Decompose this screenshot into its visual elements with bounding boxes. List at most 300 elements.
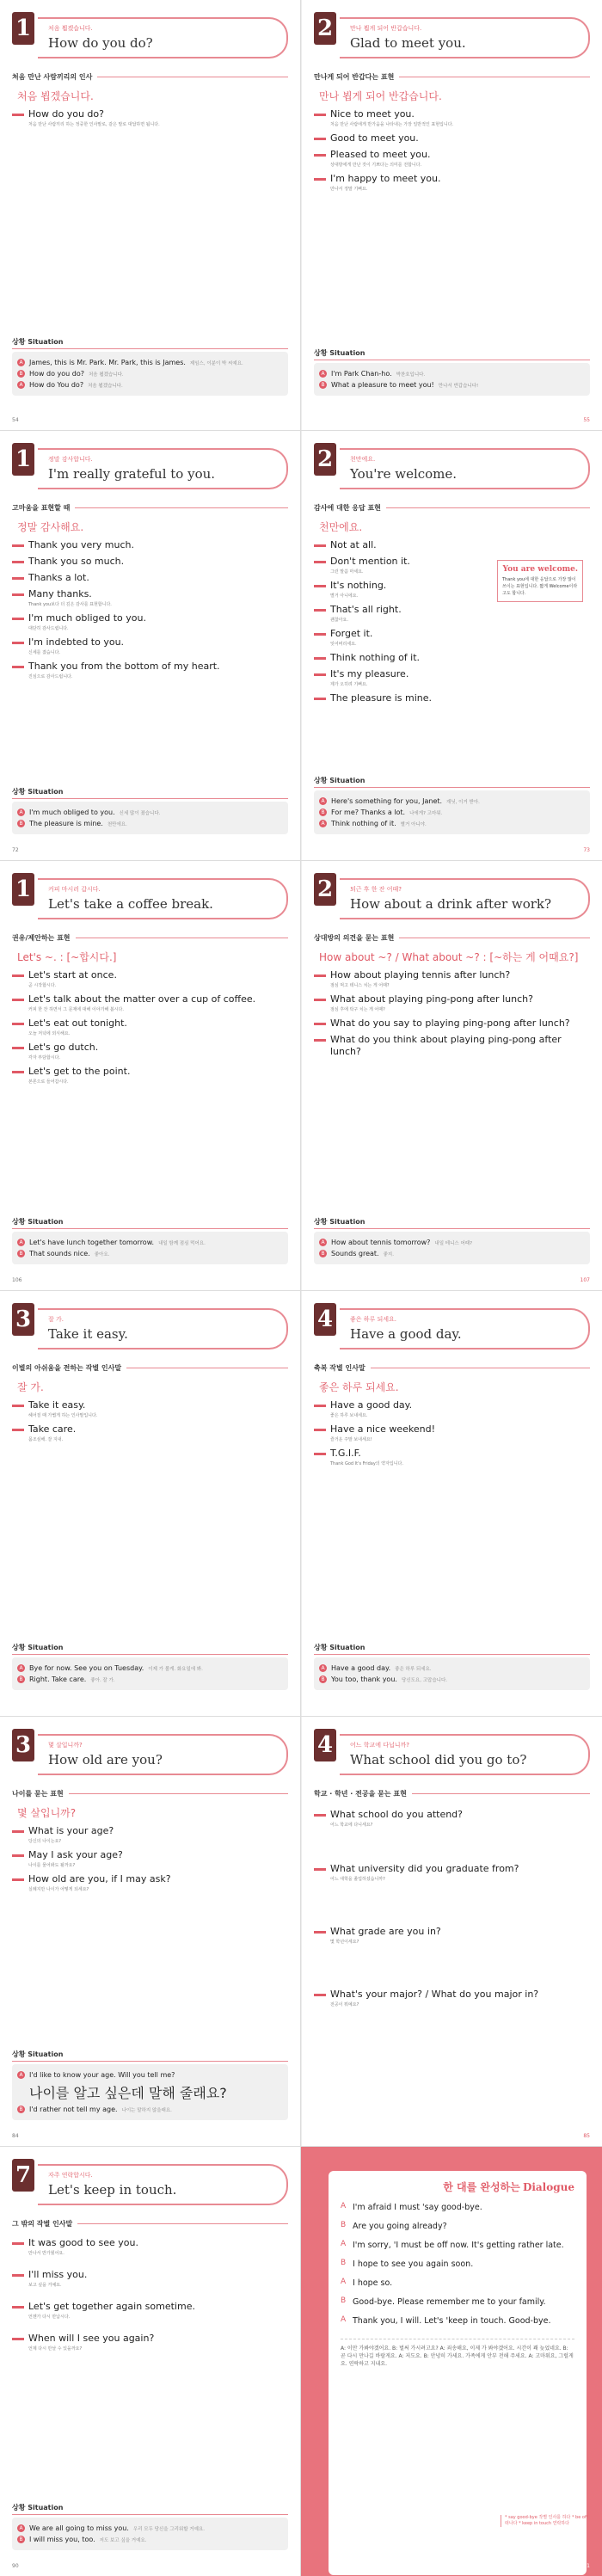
st: 상황 Situation (314, 1643, 590, 1655)
text: 몸조심해. 잘 지내. (28, 1437, 64, 1442)
text: 잘 가. (48, 1316, 64, 1323)
tab (38, 2164, 288, 2205)
expr (314, 1017, 590, 1030)
text: B (319, 1675, 327, 1683)
expr (314, 1399, 590, 1411)
text: What grade are you in? (330, 1926, 441, 1937)
dialogue-page (301, 2147, 602, 2576)
sit (314, 1643, 590, 1690)
expr (12, 1042, 288, 1054)
text: 좋은 하루 보내세요. (330, 1413, 368, 1418)
text: The pleasure is mine. (330, 692, 433, 704)
text: I'm really grateful to you. (48, 466, 216, 482)
expression-note: 상대방에게 만난 것이 기쁘다는 의미를 전합니다. (330, 163, 422, 168)
tab (38, 878, 288, 919)
text: I'm afraid I must 'say good-bye. (353, 2203, 482, 2212)
bar (314, 1023, 326, 1025)
dialogue-line (341, 2221, 574, 2232)
text: Have a good day. (350, 1326, 462, 1342)
text: A (319, 370, 327, 378)
text: What school did you go to? (350, 1752, 527, 1768)
page-number: 54 (12, 417, 19, 423)
box (12, 2064, 288, 2120)
vocab-memo: * say good-bye 작별 인사를 하다 * be off 떠나다 * keep in touch 연락하다 (501, 2515, 591, 2527)
text: 3 (12, 1303, 34, 1336)
hdr (314, 1729, 590, 1782)
text: 감사에 대한 응답 표현 (314, 504, 381, 512)
bar (12, 642, 24, 644)
text: 저도 보고 싶을 거예요. (99, 2537, 147, 2543)
text: 권유/제안하는 표현 (12, 934, 71, 942)
sect (314, 1363, 590, 1373)
bar (12, 1429, 24, 1431)
text: B (341, 2259, 347, 2267)
korean-title: 만나 뵙게 되어 반갑습니다. (350, 25, 422, 32)
dialog-line (17, 381, 283, 389)
text: 헤어질 때 가볍게 하는 인사말입니다. (28, 1413, 98, 1418)
dialog-line (17, 808, 283, 816)
dialogue-line (341, 2315, 574, 2327)
bar (314, 1868, 326, 1871)
text: 어느 학교에 다닙니까? (350, 1742, 410, 1749)
situation-box (12, 787, 288, 834)
text: We are all going to miss you. (29, 2524, 129, 2532)
text: You're welcome. (350, 466, 458, 482)
text: 곧 시작합시다. (28, 983, 57, 988)
text: 만나서 반가웠어요. (28, 2251, 64, 2256)
text: A (319, 1664, 327, 1672)
text: Nice to meet you. (330, 108, 415, 120)
text: How old are you? (48, 1752, 163, 1768)
text: 한 대를 완성하는 (443, 2181, 520, 2193)
text: Thank you from the bottom of my heart. (28, 661, 220, 672)
bar (314, 1931, 326, 1934)
spread-6 (0, 2146, 602, 2576)
dl (319, 1675, 585, 1683)
text: 제가 오히려 기뻐요. (330, 682, 368, 687)
text: 처음 뵙겠습니다. (88, 383, 123, 389)
text: 84 (12, 2133, 19, 2139)
text: 처음 만난 사람끼리의 인사 (12, 73, 93, 81)
st: 상황 Situation (314, 1217, 590, 1229)
dl (319, 797, 585, 805)
sit (12, 2503, 288, 2550)
text: That sounds nice. (29, 1250, 90, 1257)
text: 몇 살입니까? (17, 1807, 77, 1819)
sect (12, 2219, 288, 2229)
text: Have a good day. (330, 1399, 413, 1411)
tip-box (497, 560, 583, 602)
expr (314, 1423, 590, 1436)
text: Bye for now. See you on Tuesday. (29, 1664, 144, 1672)
text: That's all right. (330, 604, 402, 615)
bar (12, 2274, 24, 2277)
text: 나이는 말하지 않을래요. (121, 2107, 172, 2113)
text: Let's ~. : [~합시다.] (17, 951, 117, 963)
text: Good-bye. Please remember me to your family. (353, 2297, 546, 2307)
dl (17, 2071, 283, 2079)
dl (17, 2536, 283, 2543)
text: Take care. (28, 1423, 77, 1435)
expr (12, 1399, 288, 1411)
text: Sounds great. (331, 1250, 379, 1257)
dialogue-line (341, 2296, 574, 2308)
text: 자주 연락합시다. (48, 2172, 93, 2179)
st: 상황 Situation (12, 2503, 288, 2515)
expression (314, 149, 590, 161)
box (12, 802, 288, 834)
text: 몇 학년이세요? (330, 1940, 359, 1945)
text: 전공이 뭐예요? (330, 2002, 359, 2007)
text: 대단히 감사드립니다. (28, 626, 69, 631)
text: How do you do? (28, 108, 104, 120)
text: 그 밖의 작별 인사말 (12, 2220, 73, 2228)
english-title: How do you do? (48, 35, 153, 51)
text: 1 (12, 873, 34, 906)
text: A (17, 381, 25, 389)
text: B (319, 381, 327, 389)
text: 점심 먹고 테니스 치는 게 어때? (330, 983, 390, 988)
text: B (17, 1675, 25, 1683)
text: 보고 싶을 거예요. (28, 2283, 62, 2288)
st: 상황 Situation (12, 1217, 288, 1229)
expr (12, 2269, 288, 2281)
expr (12, 1825, 288, 1837)
bar (314, 1814, 326, 1817)
dialog-line (17, 820, 283, 827)
text: I will miss you, too. (29, 2536, 95, 2543)
bar (12, 1405, 24, 1407)
expr (314, 993, 590, 1005)
dl (319, 1664, 585, 1672)
text: What is your age? (28, 1825, 114, 1836)
text: 진심으로 감사드립니다. (28, 674, 73, 679)
text: 어느 대학을 졸업하셨습니까? (330, 1877, 385, 1882)
page-right (301, 861, 602, 1290)
hdr (314, 1303, 590, 1356)
text: You too, thank you. (331, 1675, 397, 1683)
text: A (17, 808, 25, 816)
bar (314, 974, 326, 977)
text: 2 (314, 873, 336, 906)
text: 좋은 하루 되세요. (350, 1316, 397, 1323)
text: 107 (580, 1277, 590, 1283)
text: 나이를 물어봐도 될까요? (28, 1863, 76, 1868)
text: Thank you so much. (28, 556, 125, 567)
sect (314, 933, 590, 943)
bar (314, 138, 326, 140)
expr (12, 969, 288, 981)
text: What a pleasure to meet you! (331, 381, 434, 389)
text: 천만에요. (319, 521, 363, 533)
text: Don't mention it. (330, 556, 410, 567)
text: I'm much obliged to you. (29, 808, 115, 816)
lesson-header (12, 443, 288, 496)
text: 73 (583, 847, 590, 853)
dialogue-line (341, 2202, 574, 2213)
text: T.G.I.F. (330, 1448, 361, 1459)
sit (12, 1217, 288, 1264)
lesson-header (314, 12, 590, 65)
text: I hope so. (353, 2278, 393, 2288)
bar (12, 1878, 24, 1881)
text: How do You do? (29, 381, 84, 389)
expr (314, 628, 590, 640)
sit (314, 776, 590, 834)
text: 축복 작별 인사말 (314, 1364, 366, 1372)
st: 상황 Situation (12, 2050, 288, 2062)
text: Let's start at once. (28, 969, 117, 981)
text: A (319, 1239, 327, 1246)
text: I'm Park Chan-ho. (331, 370, 392, 378)
page-right (301, 431, 602, 860)
dialogue-line (341, 2240, 574, 2251)
dialogue-translation: A: 이만 가봐야겠어요. B: 벌써 가시려고요? A: 죄송해요, 이제 가 봐야겠어요. 시간이 꽤 늦었네요. B: 곧 다시 만나길 바랄게요. A: 저도요. B: 안녕히 가세요. 가족에게 안부 전해 주세요. A: 고마워요, 그럴게요. 연락하고 지내요. (341, 2339, 574, 2368)
text: What's your major? / What do you major in? (330, 1989, 539, 2000)
text: What do you say to playing ping-pong after lunch? (330, 1017, 570, 1029)
text: 나이를 묻는 표현 (12, 1790, 64, 1798)
text: I'm sorry, 'I must be off now. It's getting rather late. (353, 2241, 564, 2250)
bar (314, 154, 326, 157)
text: A (319, 820, 327, 827)
spread-3 (0, 860, 602, 1290)
text: 몇 살입니까? (48, 1742, 83, 1749)
text: Let's keep in touch. (48, 2182, 177, 2198)
text: It was good to see you. (28, 2237, 138, 2248)
text: Right. Take care. (29, 1675, 87, 1683)
text: 퇴근 후 한 잔 어때? (350, 886, 402, 893)
text: 1 (12, 443, 34, 476)
dl (17, 2106, 283, 2113)
bar (314, 1039, 326, 1042)
expression (314, 108, 590, 120)
korean-title: 처음 뵙겠습니다. (48, 25, 93, 32)
hdr (12, 1303, 288, 1356)
text: B (17, 370, 25, 378)
expression (12, 636, 288, 649)
expr (314, 539, 590, 551)
bar (314, 698, 326, 700)
box (12, 1232, 288, 1264)
section-heading (314, 503, 590, 513)
dl (17, 1239, 283, 1246)
text: How about tennis tomorrow? (331, 1239, 431, 1246)
sline (386, 507, 590, 508)
text: 신세 많이 졌습니다. (119, 810, 161, 816)
expr (12, 1066, 288, 1078)
bar (314, 657, 326, 660)
text: 좋아요. (94, 1251, 110, 1257)
bar (314, 999, 326, 1001)
bar (12, 2338, 24, 2340)
text: 별거 아니에요. (330, 593, 359, 599)
text: 각자 부담합시다. (28, 1055, 60, 1061)
text: Let's eat out tonight. (28, 1017, 127, 1029)
text: Good to meet you. (330, 132, 419, 144)
spread-5 (0, 1716, 602, 2146)
expr (314, 1448, 590, 1460)
page-left (0, 431, 301, 860)
bar (12, 618, 24, 620)
expression (314, 132, 590, 144)
text: Think nothing of it. (330, 652, 421, 663)
text: A (341, 2315, 347, 2324)
title-tab (38, 17, 288, 58)
text: Let's talk about the matter over a cup of coffee. (28, 993, 256, 1005)
text: B (319, 1250, 327, 1257)
bar (12, 577, 24, 580)
text: 언젠가 다시 만납시다. (28, 2315, 71, 2320)
text: A (17, 1664, 25, 1672)
text: Think nothing of it. (331, 820, 396, 827)
text: 천만에요. (107, 821, 127, 827)
dialogue-header (341, 2179, 574, 2194)
text: 당신도요, 고맙습니다. (401, 1677, 448, 1683)
text: Let's get to the point. (28, 1066, 131, 1077)
dl (17, 1675, 283, 1683)
bar (12, 974, 24, 977)
bar (12, 2242, 24, 2245)
text: How old are you, if I may ask? (28, 1873, 171, 1884)
text: 실례지만 나이가 어떻게 되세요? (28, 1887, 89, 1892)
bar (314, 1405, 326, 1407)
text: Let's have lunch together tomorrow. (29, 1239, 155, 1246)
dialogue-line (341, 2259, 574, 2270)
text: 만나서 반갑습니다! (438, 383, 479, 389)
text: Let's take a coffee break. (48, 896, 213, 912)
expr (12, 1849, 288, 1861)
text: Let's go dutch. (28, 1042, 99, 1053)
text: B (341, 2296, 347, 2305)
bar (314, 633, 326, 636)
text: Have a good day. (331, 1664, 391, 1672)
text: Dialogue (522, 2181, 574, 2193)
page-left (0, 0, 301, 430)
text: 90 (12, 2563, 19, 2569)
expr (314, 1034, 590, 1058)
bar (314, 609, 326, 612)
expr (314, 969, 590, 981)
bar (12, 666, 24, 668)
text: What do you think about playing ping-pong after lunch? (330, 1034, 562, 1057)
tab (340, 1734, 590, 1775)
text: B (17, 820, 25, 827)
expression (12, 588, 288, 600)
st: 상황 Situation (12, 1643, 288, 1655)
spread-2 (0, 430, 602, 860)
text: 잘 가. (17, 1381, 44, 1393)
text: How about playing tennis after lunch? (330, 969, 511, 981)
text: You are welcome. (502, 565, 578, 574)
korean-heading: 만나 뵙게 되어 반갑습니다. (319, 90, 442, 102)
bar (12, 1023, 24, 1025)
section-heading (12, 503, 288, 513)
text: Thank you에 대한 응답으로 가장 많이 쓰이는 표현입니다. 짧게 Welcome이라고도 합니다. (502, 577, 578, 596)
dl (319, 820, 585, 827)
text: Take it easy. (48, 1326, 128, 1342)
page-left (0, 1717, 301, 2146)
page-left (0, 861, 301, 1290)
bar (12, 1830, 24, 1833)
text: Thank God It's Friday의 약자입니다. (330, 1461, 403, 1466)
text: A (319, 797, 327, 805)
expr (12, 2333, 288, 2345)
korean-heading: 처음 뵙겠습니다. (17, 90, 94, 102)
text: B (17, 2536, 25, 2543)
sect (12, 1789, 288, 1798)
sline (75, 507, 288, 508)
sect (314, 1789, 590, 1798)
text: 제임스, 이분이 박 씨예요. (189, 360, 243, 366)
text: 처음 뵙겠습니다. (88, 372, 124, 378)
spread-4 (0, 1290, 602, 1716)
text: 106 (12, 1277, 22, 1283)
text: 이별의 아쉬움을 전하는 작별 인사말 (12, 1364, 122, 1372)
expression-note: 처음 만난 사람끼리 하는 정중한 인사말로, 같은 말로 대답하면 됩니다. (28, 122, 160, 127)
text: 좋은 하루 되세요. (395, 1666, 432, 1672)
text: 학교 · 학년 · 전공을 묻는 표현 (314, 1790, 407, 1798)
sect (12, 1363, 288, 1373)
text: 어느 학교에 다니세요? (330, 1823, 373, 1828)
dl (17, 1664, 283, 1672)
text: How do you do? (29, 370, 84, 378)
text: I'm happy to meet you. (330, 173, 441, 184)
situation-box (314, 348, 590, 396)
text: Not at all. (330, 539, 377, 550)
bar (12, 1071, 24, 1073)
text: 커피 한 잔 하면서 그 문제에 대해 이야기해 봅시다. (28, 1007, 124, 1012)
text: Thank you, I will. Let's 'keep in touch. Good-bye. (353, 2316, 551, 2326)
page-right (301, 1291, 602, 1716)
text: 괜찮아요. (330, 618, 348, 623)
text: A (341, 2240, 347, 2248)
text: May I ask your age? (28, 1849, 123, 1860)
expression (12, 108, 288, 120)
text: 이제 가 볼게. 화요일에 봐. (148, 1666, 203, 1672)
tab (38, 1308, 288, 1349)
page-left (0, 1291, 301, 1716)
text: 4 (314, 1303, 336, 1336)
text: A (341, 2202, 347, 2210)
sit (12, 2050, 288, 2120)
text: How about ~? / What about ~? : [~하는 게 어때요?] (319, 951, 579, 963)
expr (314, 1809, 590, 1821)
text: I'd rather not tell my age. (29, 2106, 118, 2113)
text: Have a nice weekend! (330, 1423, 436, 1435)
text: 나에게? 고마워. (409, 810, 443, 816)
expression (12, 556, 288, 568)
sect (12, 933, 288, 943)
text: I'm indebted to you. (28, 636, 125, 648)
lesson-header (314, 443, 590, 496)
tab (38, 448, 288, 489)
text: Thank you보다 더 깊은 감사를 표현합니다. (28, 602, 112, 607)
expression-note: 만나서 정말 기뻐요. (330, 187, 368, 192)
text: Thanks a lot. (28, 572, 89, 583)
bar (314, 1453, 326, 1455)
text: 4 (314, 1729, 336, 1761)
text: 천만에요. (350, 456, 376, 463)
text: Thank you very much. (28, 539, 134, 550)
lesson-number: 2 (314, 12, 336, 45)
text: 상대방의 의견을 묻는 표현 (314, 934, 395, 942)
sline (77, 2223, 288, 2224)
expression (12, 572, 288, 584)
page-right (301, 1717, 602, 2146)
box (12, 1657, 288, 1690)
text: Forget it. (330, 628, 373, 639)
st: 상황 Situation (12, 787, 288, 799)
